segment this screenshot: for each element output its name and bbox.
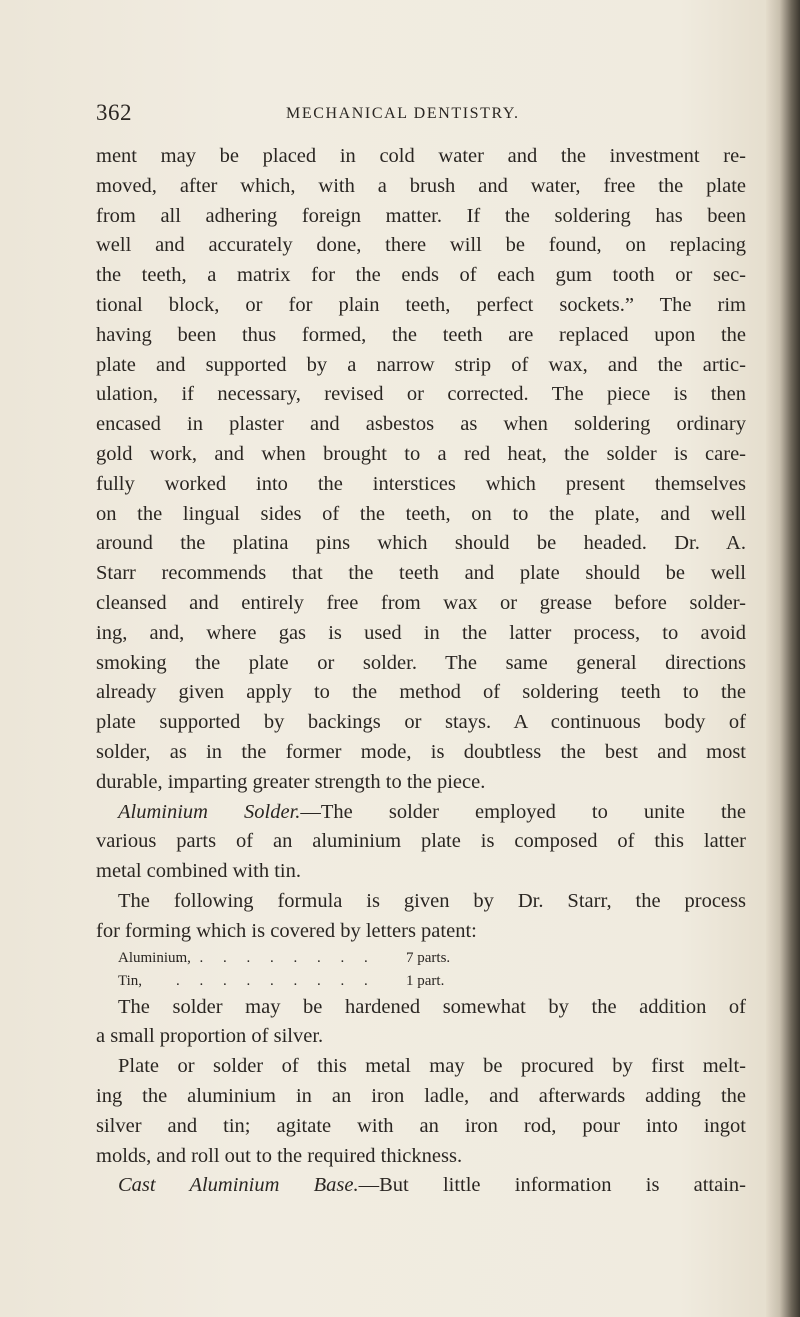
text-line: durable, imparting greater strength to the piece. [96, 770, 486, 793]
text-line: The following formula is given by Dr. Starr, the process [118, 889, 746, 912]
formula-leader: . . . . . . . . . [176, 949, 376, 966]
text-line: various parts of an aluminium plate is composed of this latter [96, 830, 746, 853]
text-line: moved, after which, with a brush and water, free the plate [96, 174, 746, 197]
page-header [96, 100, 746, 130]
text-line: having been thus formed, the teeth are replaced upon the [96, 323, 746, 346]
text-line: a small proportion of silver. [96, 1025, 324, 1048]
page-number: 362 [96, 100, 132, 125]
page-edge-shadow [766, 0, 800, 1317]
formula-quantity: 1 part. [406, 972, 445, 989]
text-line: plate supported by backings or stays. A continuous body of [96, 711, 746, 734]
section-heading-cast-aluminium-base: Cast Aluminium Base. [118, 1174, 359, 1197]
text-line: ing the aluminium in an iron ladle, and afterwards adding the [96, 1084, 746, 1107]
formula-item: Aluminium, [118, 949, 191, 966]
text-line: on the lingual sides of the teeth, on to the plate, and well [96, 502, 746, 525]
section-heading-line [96, 798, 746, 828]
text-line: ment may be placed in cold water and the investment re- [96, 145, 746, 167]
text-segment: —The solder employed to unite the [300, 800, 746, 823]
formula-leader: . . . . . . . . . [176, 972, 376, 989]
text-line: the teeth, a matrix for the ends of each gum tooth or sec- [96, 264, 746, 287]
text-line: encased in plaster and asbestos as when soldering ordinary [96, 413, 746, 436]
text-line: tional block, or for plain teeth, perfect sockets.” The rim [96, 293, 746, 316]
text-line: Plate or solder of this metal may be procured by first melt- [118, 1055, 746, 1078]
formula-row [96, 970, 746, 993]
text-line: for forming which is covered by letters patent: [96, 919, 477, 942]
text-line: smoking the plate or solder. The same general directions [96, 651, 746, 674]
text-segment: —But little information is attain- [358, 1174, 746, 1197]
text-line: already given apply to the method of soldering teeth to the [96, 681, 746, 704]
text-line: Starr recommends that the teeth and plate should be well [96, 562, 746, 585]
formula-row [96, 947, 746, 970]
section-heading-aluminium-solder: Aluminium Solder. [118, 800, 301, 823]
text-line: fully worked into the interstices which present themselves [96, 472, 746, 495]
body-text [96, 142, 746, 1201]
text-line: ulation, if necessary, revised or corrected. The piece is then [96, 383, 746, 406]
text-line: metal combined with tin. [96, 860, 301, 883]
running-head: MECHANICAL DENTISTRY. [286, 105, 520, 122]
text-line: ing, and, where gas is used in the latter process, to avoid [96, 621, 746, 644]
formula-item: Tin, [118, 972, 143, 989]
text-line: plate and supported by a narrow strip of wax, and the artic- [96, 353, 746, 376]
text-line: gold work, and when brought to a red heat, the solder is care- [96, 442, 746, 465]
formula-quantity: 7 parts. [406, 949, 451, 966]
text-line: molds, and roll out to the required thickness. [96, 1144, 463, 1167]
text-line: The solder may be hardened somewhat by the addition of [118, 995, 746, 1018]
text-line: cleansed and entirely free from wax or grease before solder- [96, 591, 746, 614]
section-heading-line [96, 1171, 746, 1201]
text-line: well and accurately done, there will be found, on replacing [96, 234, 746, 257]
text-line: silver and tin; agitate with an iron rod, pour into ingot [96, 1114, 746, 1137]
text-line: from all adhering foreign matter. If the soldering has been [96, 204, 746, 227]
text-line: around the platina pins which should be headed. Dr. A. [96, 532, 746, 555]
text-line: solder, as in the former mode, is doubtless the best and most [96, 740, 746, 763]
